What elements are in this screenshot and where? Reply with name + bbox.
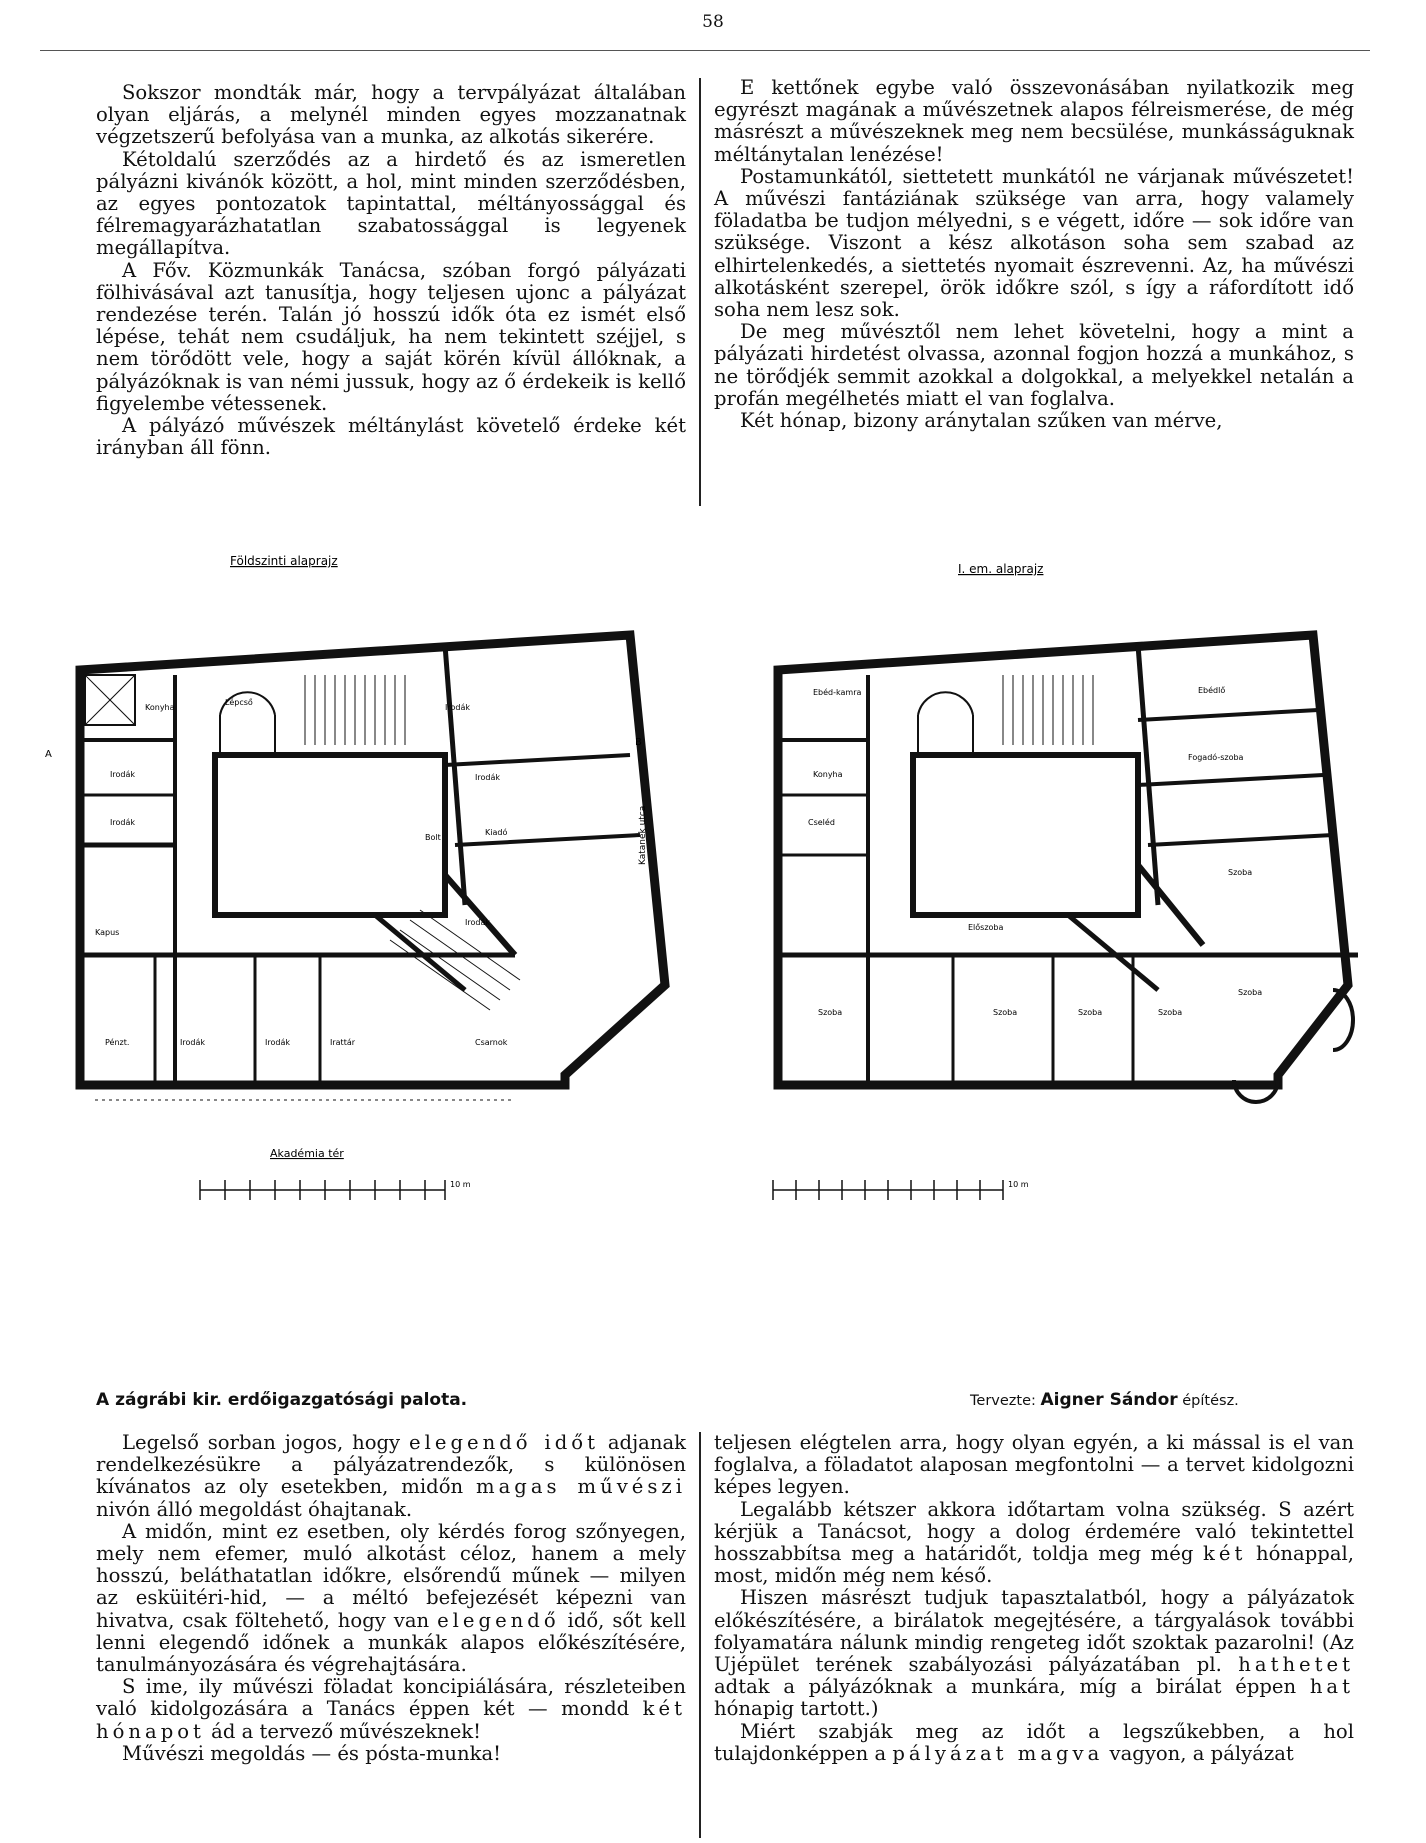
page-number: 58	[702, 12, 724, 32]
room-label: Kiadó	[485, 828, 508, 837]
ground-floor-plan-drawing	[45, 545, 695, 1360]
figure-credit	[970, 1390, 1239, 1410]
room-label: Csarnok	[475, 1038, 508, 1047]
section-mark-a: A	[45, 749, 52, 760]
plan-title: Földszinti alaprajz	[230, 554, 338, 568]
paragraph: Kétoldalú szerződés az a hirdető és az ismeretlen pályázni kivánók között, a hol, mint minden szerződésben, az egyes pontozatok tapintattal, méltányossággal és félremagyarázhatatlan szabatossággal is legyenek megállapítva.	[96, 147, 686, 260]
first-floor-plan	[758, 545, 1393, 1360]
paragraph: teljesen elégtelen arra, hogy olyan egyén, a ki mással is el van foglalva, a föladatot alaposan megfontolni — a tervet kidolgozni képes legyen.	[714, 1431, 1354, 1499]
room-label: Fogadó-szoba	[1188, 753, 1244, 762]
room-label: Szoba	[1228, 868, 1253, 877]
street-label-side: Katanék utca	[638, 805, 648, 865]
room-label: Konyha	[145, 703, 175, 712]
ground-floor-plan	[45, 545, 695, 1360]
room-label: Kapus	[95, 928, 120, 937]
paragraph: E kettőnek egybe való összevonásában nyilatkozik meg egyrészt magának a művészetnek alapos félreismerése, de még másrészt a művészeknek meg nem becsülése, munkásságuknak méltánytalan lenézése!	[714, 76, 1354, 166]
column-divider	[699, 1432, 701, 1838]
room-label: Előszoba	[968, 923, 1004, 932]
room-label: Irodák	[180, 1038, 205, 1047]
paragraph: Miért szabják meg az időt a legszűkebben, a hol tulajdonképpen a pályázat magva vagyon, a pályázat	[714, 1719, 1354, 1765]
room-label: Irodák	[475, 773, 500, 782]
credit-suffix: építész.	[1182, 1393, 1239, 1409]
room-label: Szoba	[1078, 1008, 1103, 1017]
room-label: Irodák	[110, 818, 135, 827]
paragraph: A midőn, mint ez esetben, oly kérdés forog szőnyegen, mely nem efemer, muló alkotást céloz, hanem a mely hosszú, beláthatatlan időkre, elsőrendű műnek — milyen az esküitéri-hid, — a méltó befejezését képezni van hivatva, csak föltehető, hogy van elegendő idő, sőt kell lenni elegendő időnek a munkák alapos előkészítésére, tanulmányozására és végrehajtására.	[96, 1519, 686, 1677]
column-bottom-left	[96, 1432, 686, 1765]
paragraph: A pályázó művészek méltánylást követelő érdeke két irányban áll fönn.	[96, 414, 686, 460]
room-label: Szoba	[1238, 988, 1263, 997]
scale-label: 10 m	[1008, 1180, 1029, 1189]
paragraph: Sokszor mondták már, hogy a tervpályázat általában olyan eljárás, a melynél minden egyes mozzanatnak végzetszerű befolyása van a munka, az alkotás sikerére.	[96, 81, 686, 149]
paragraph: S ime, ily művészi föladat koncipiálására, részleteiben való kidolgozására a Tanács éppen két — mondd két hónapot ád a tervező művészeknek!	[96, 1675, 686, 1743]
credit-prefix: Tervezte:	[970, 1393, 1036, 1409]
paragraph: Két hónap, bizony aránytalan szűken van mérve,	[740, 409, 1223, 433]
paragraph: Postamunkától, siettetett munkától ne várjanak művészetet! A művészi fantáziának szüksége van arra, hogy valamely föladatba be tudjon mélyedni, s e végett, időre — sok időre van szüksége. Viszont a kész alkotáson soha sem szabad az elhirtelenkedés, a siettetés nyomait észrevenni. Az, ha művészi alkotásként szerepel, örök időkre szól, s így a ráfordított idő soha nem lesz sok.	[714, 164, 1354, 322]
room-label: Szoba	[993, 1008, 1018, 1017]
section-mark-b: B	[635, 737, 642, 748]
room-label: Irodák	[110, 770, 135, 779]
room-label: Irodák	[265, 1038, 290, 1047]
column-bottom-right	[714, 1432, 1354, 1765]
paragraph: Legelső sorban jogos, hogy elegendő időt adjanak rendelkezésükre a pályázatrendezők, s különösen kívánatos az oly esetekben, midőn magas művészi nivón álló megoldást óhajtanak.	[96, 1431, 686, 1521]
column-divider	[699, 78, 701, 506]
architect-name: Aigner Sándor	[1040, 1390, 1178, 1410]
room-label: Irattár	[330, 1038, 356, 1047]
scale-bar	[200, 1180, 445, 1200]
room-label: Lépcső	[225, 698, 253, 707]
room-label: Cseléd	[808, 818, 835, 827]
room-label: Irodák	[465, 918, 490, 927]
top-rule	[40, 50, 1370, 51]
figure-caption: A zágrábi kir. erdőigazgatósági palota.	[96, 1390, 468, 1410]
room-label: Bolt	[425, 833, 441, 842]
column-top-right	[714, 77, 1354, 432]
paragraph: Művészi megoldás — és pósta-munka!	[122, 1741, 502, 1765]
plan-title: I. em. alaprajz	[958, 562, 1044, 576]
room-label: Irodák	[445, 703, 470, 712]
first-floor-plan-drawing	[758, 545, 1393, 1360]
room-label: Pénzt.	[105, 1038, 130, 1047]
scale-bar	[773, 1180, 1003, 1200]
column-top-left	[96, 82, 686, 459]
street-label-bottom: Akadémia tér	[270, 1147, 344, 1160]
room-label: Ebéd-kamra	[813, 688, 862, 697]
paragraph: A Főv. Közmunkák Tanácsa, szóban forgó pályázati fölhivásával azt tanusítja, hogy teljesen ujonc a pályázat rendezése terén. Talán jó hosszú idők óta ez ismét első lépése, tehát nem csudáljuk, ha nem tekintett széjjel, s nem törődött vele, hogy a saját körén kívül állóknak, a pályázóknak is van némi jussuk, hogy az ő érdekeik is kellő figyelembe vétessenek.	[96, 258, 686, 415]
room-label: Ebédlő	[1198, 686, 1226, 695]
paragraph: Legalább kétszer akkora időtartam volna szükség. S azért kérjük a Tanácsot, hogy a dolog érdemére való tekintettel hosszabbítsa meg a határidőt, toldja meg még két hónappal, most, midőn még nem késő.	[714, 1497, 1354, 1588]
paragraph: De meg művésztől nem lehet követelni, hogy a mint a pályázati hirdetést olvassa, azonnal fogjon hozzá a munkához, s ne törődjék semmit azokkal a dolgokkal, a melyekkel netalán a profán megélhetés miatt el van foglalva.	[714, 320, 1354, 410]
room-label: Konyha	[813, 770, 843, 779]
paragraph: Hiszen másrészt tudjuk tapasztalatból, hogy a pályázatok előkészítésére, a birálatok megejtésére, a tárgyalások további folyamatára nálunk mindig rengeteg időt szoktak pazarolni! (Az Ujépület terének szabályozási pályázatában pl. hathetet adtak a pályázóknak a munkára, míg a birálat éppen hat hónapig tartott.)	[714, 1586, 1354, 1721]
room-label: Szoba	[818, 1008, 843, 1017]
scale-label: 10 m	[450, 1180, 471, 1189]
room-label: Szoba	[1158, 1008, 1183, 1017]
